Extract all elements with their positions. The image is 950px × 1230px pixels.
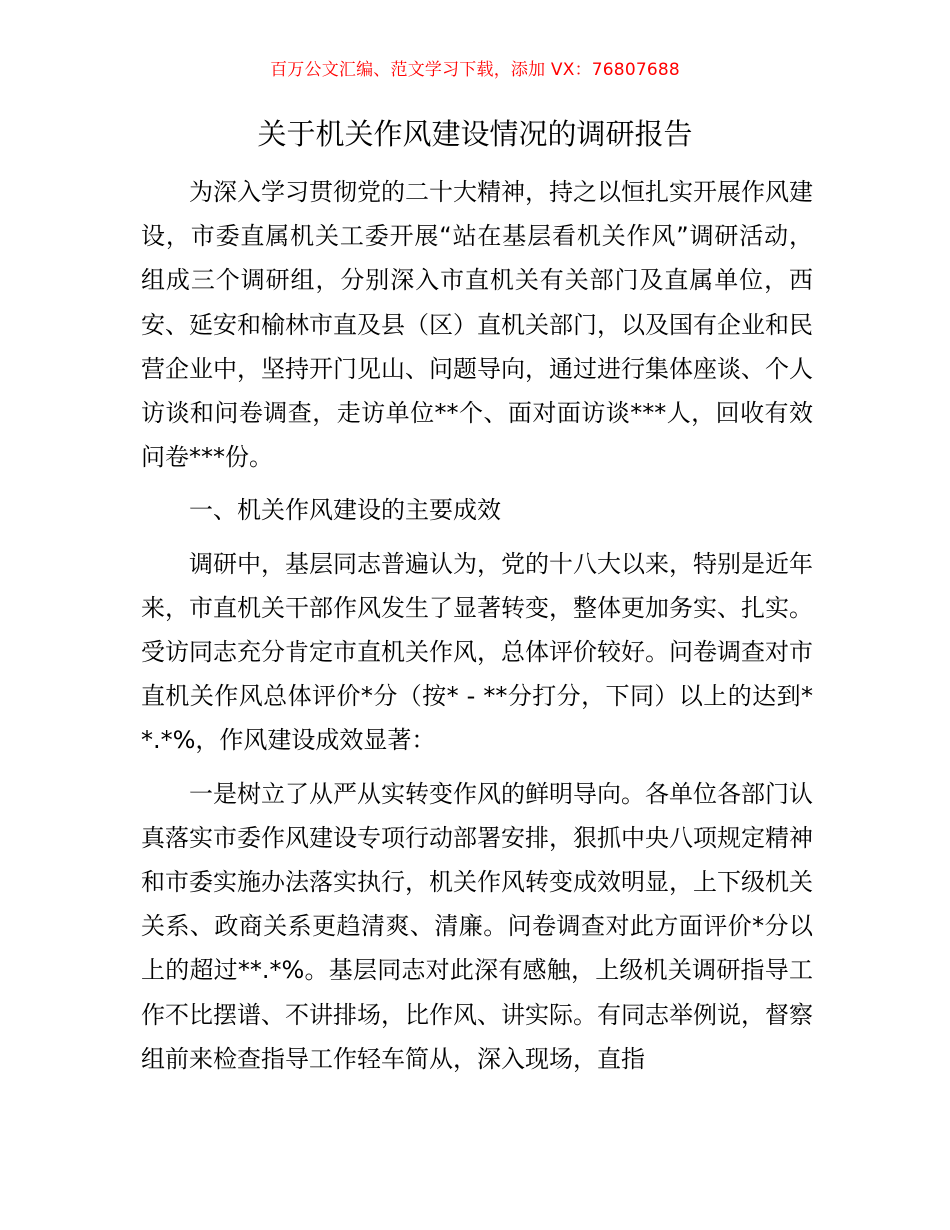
- document-title: 关于机关作风建设情况的调研报告: [257, 117, 693, 151]
- intro-paragraph: 为深入学习贯彻党的二十大精神，持之以恒扎实开展作风建设，市委直属机关工委开展“站在基层看机关作风”调研活动，组成三个调研组，分别深入市直机关有关部门及直属单位，西安、延安和榆林市直及县（区）直机关部门，以及国有企业和民营企业中，坚持开门见山、问题导向，通过进行集体座谈、个人访谈和问卷调查，走访单位**个、面对面访谈***人，回收有效问卷***份。: [141, 178, 813, 472]
- header-banner: 百万公文汇编、范文学习下载，添加 VX：76807688: [270, 60, 680, 80]
- point-1-paragraph: 一是树立了从严从实转变作风的鲜明导向。各单位各部门认真落实市委作风建设专项行动部署安排，狠抓中央八项规定精神和市委实施办法落实执行，机关作风转变成效明显，上下级机关关系、政商关系更趋清爽、清廉。问卷调查对此方面评价*分以上的超过**.*%。基层同志对此深有感触，上级机关调研指导工作不比摆谱、不讲排场，比作风、讲实际。有同志举例说，督察组前来检查指导工作轻车简从，深入现场，直指: [141, 779, 813, 1073]
- section-1-paragraph: 调研中，基层同志普遍认为，党的十八大以来，特别是近年来，市直机关干部作风发生了显著转变，整体更加务实、扎实。受访同志充分肯定市直机关作风，总体评价较好。问卷调查对市直机关作风总体评价*分（按* - **分打分，下同）以上的达到**.*%，作风建设成效显著：: [141, 549, 813, 755]
- document-body: [141, 170, 813, 1081]
- paragraph-gap: [141, 479, 813, 488]
- section-heading-1: 一、机关作风建设的主要成效: [189, 496, 501, 525]
- paragraph-gap: [141, 533, 813, 542]
- paragraph-gap: [141, 763, 813, 772]
